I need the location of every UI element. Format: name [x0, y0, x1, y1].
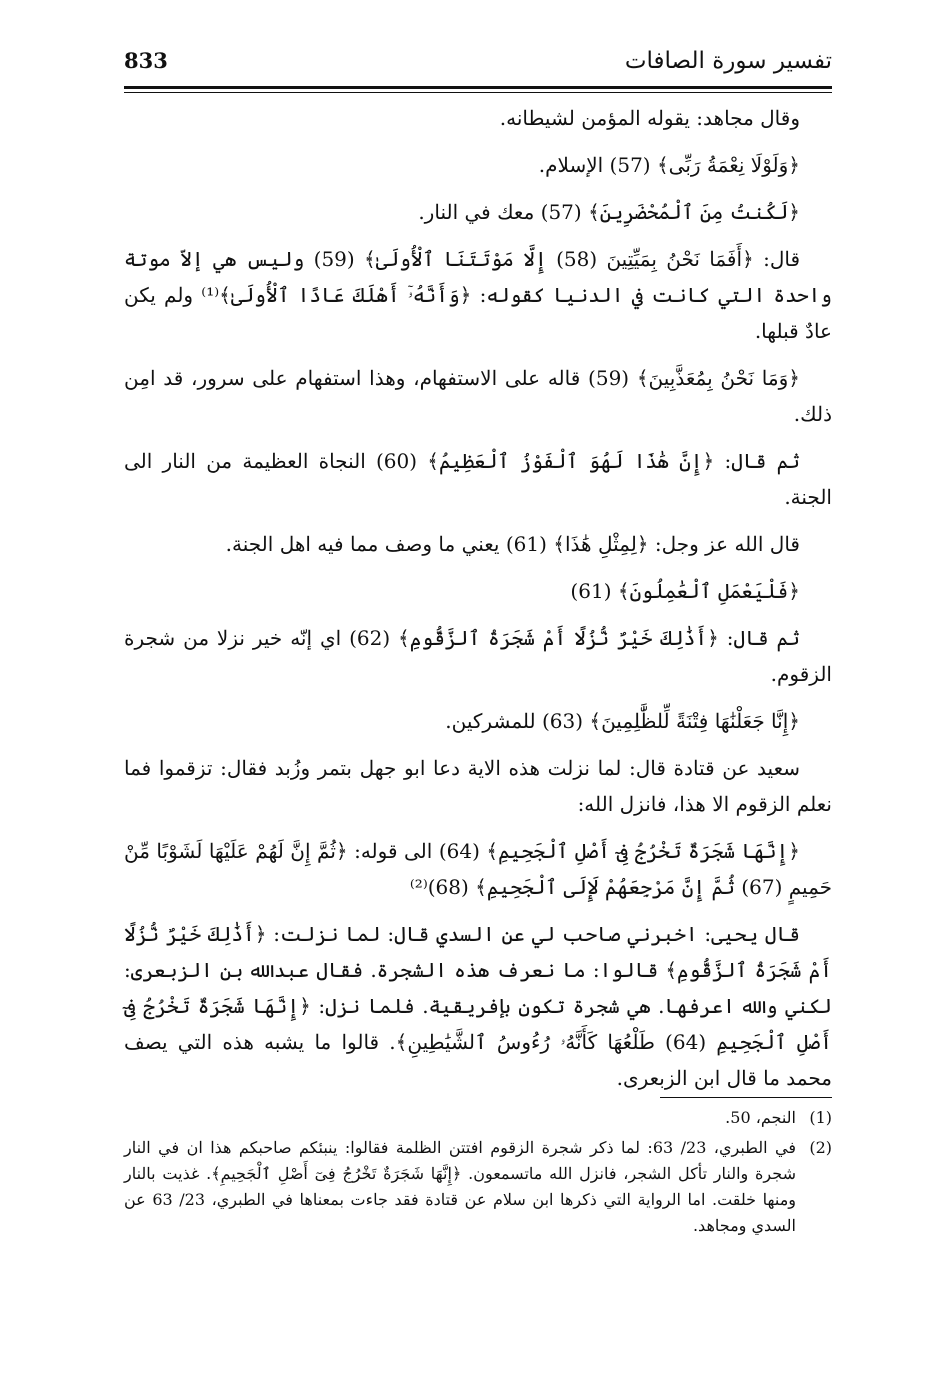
header-rule-thick	[124, 86, 832, 89]
paragraph: قال يحيى: اخبرني صاحب لي عن السدي قال: لما نزلت: ﴿أَذَٰلِكَ خَيْرٌ نُّزُلًا أَمْ شَجَرَةُ ٱلزَّقُّومِ﴾ قالوا: ما نعرف هذه الشجرة. فقال عبدالله بن الزبعرى: لكني والله اعرفها. هي شجرة تكون بإفريقية. فلما نزل: ﴿إِنَّهَا شَجَرَةٌ تَخْرُجُ فِىٓ أَصْلِ ٱلْجَحِيمِ (64) طَلْعُهَا كَأَنَّهُۥ رُءُوسُ ٱلشَّيَٰطِينِ﴾. قالوا ما يشبه هذه التي يصف محمد ما قال ابن الزبعرى.	[124, 922, 833, 1090]
footnote-separator	[660, 1097, 832, 1098]
page-number: 833	[124, 48, 168, 73]
paragraph: ثم قال: ﴿أَذَٰلِكَ خَيْرٌ نُّزُلًا أَمْ شَجَرَةُ ٱلزَّقُّومِ﴾ (62) اي إنّه خير نزلا من شجرة الزقوم.	[124, 626, 832, 686]
paragraph: ﴿لَكُنتُ مِنَ ٱلْمُحْضَرِينَ﴾ (57) معك في النار.	[418, 200, 800, 224]
paragraph: سعيد عن قتادة قال: لما نزلت هذه الاية دعا ابو جهل بتمر وزُبد فقال: تزقموا فما نعلم الزقوم الا هذا، فانزل الله:	[124, 756, 832, 816]
footnote-text: النجم، 50.	[725, 1108, 796, 1127]
running-title: تفسير سورة الصافات	[624, 48, 832, 74]
paragraph: ﴿وَلَوْلَا نِعْمَةُ رَبِّى﴾ (57) الإسلام.	[538, 153, 800, 177]
paragraph: ثم قال: ﴿إِنَّ هَٰذَا لَهُوَ ٱلْفَوْزُ ٱلْعَظِيمُ﴾ (60) النجاة العظيمة من النار الى الجنة.	[124, 449, 832, 509]
footnote-number: (2)	[809, 1138, 832, 1157]
paragraph: ﴿وَمَا نَحْنُ بِمُعَذَّبِينَ﴾ (59) قاله على الاستفهام، وهذا استفهام على سرور، قد امِن ذلك.	[124, 366, 832, 426]
footnote-number: (1)	[809, 1108, 832, 1127]
footnote	[124, 1135, 832, 1239]
page-header	[124, 44, 832, 84]
paragraph: ﴿إِنَّا جَعَلْنَٰهَا فِتْنَةً لِّلظَّٰلِمِينَ﴾ (63) للمشركين.	[445, 709, 800, 733]
header-rule-thin	[124, 92, 832, 93]
paragraph: قال: ﴿أَفَمَا نَحْنُ بِمَيِّتِينَ (58) إِلَّا مَوْتَتَنَا ٱلْأُولَىٰ﴾ (59) وليس هي إلاّ موتة واحدة التي كانت في الدنيا كقوله: ﴿وَأَنَّهُۥٓ أَهْلَكَ عَادًا ٱلْأُولَىٰ﴾⁽¹⁾ ولم يكن عادٌ قبلها.	[124, 247, 832, 343]
footnote-text: في الطبري، 23/ 63: لما ذكر شجرة الزقوم افتتن الظلمة فقالوا: ينبئكم صاحبكم هذا ان في النار شجرة والنار تأكل الشجر، فانزل الله ماتسمعون. ﴿إِنَّهَا شَجَرَةٌ تَخْرُجُ فِىٓ أَصْلِ ٱلْجَحِيمِ﴾. غذيت بالنار ومنها خلقت. اما الرواية التي ذكرها ابن سلام عن قتادة فقد جاءت بمعناها في الطبري، 23/ 63 عن السدي ومجاهد.	[124, 1138, 797, 1235]
footnote	[124, 1105, 832, 1131]
paragraph: ﴿فَلْيَعْمَلِ ٱلْعَٰمِلُونَ﴾ (61)	[570, 579, 800, 603]
footnotes	[124, 1105, 832, 1243]
paragraph: وقال مجاهد: يقوله المؤمن لشيطانه.	[499, 106, 800, 130]
main-text	[124, 100, 832, 1107]
paragraph: ﴿إِنَّهَا شَجَرَةٌ تَخْرُجُ فِىٓ أَصْلِ ٱلْجَحِيمِ﴾ (64) الى قوله: ﴿ثُمَّ إِنَّ لَهُمْ عَلَيْهَا لَشَوْبًا مِّنْ حَمِيمٍ (67) ثُمَّ إِنَّ مَرْجِعَهُمْ لَإِلَى ٱلْجَحِيمِ﴾ (68)⁽²⁾	[124, 839, 832, 899]
paragraph: قال الله عز وجل: ﴿لِمِثْلِ هَٰذَا﴾ (61) يعني ما وصف مما فيه اهل الجنة.	[225, 532, 800, 556]
